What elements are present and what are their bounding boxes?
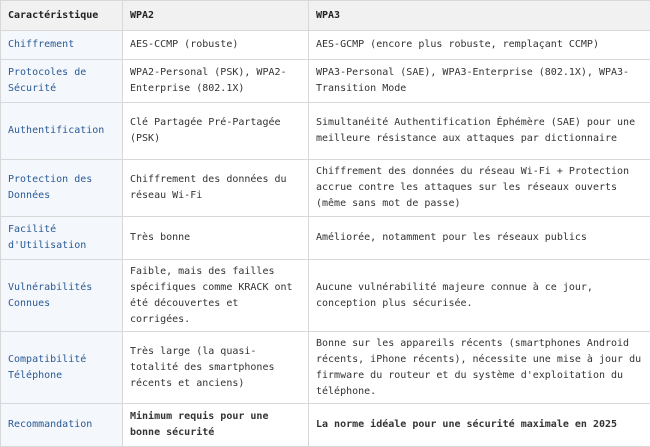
table-body — [1, 31, 650, 447]
row-feature: Authentification — [1, 103, 123, 160]
row-wpa2-cell: Faible, mais des failles spécifiques comme KRACK ont été découvertes et corrigées. — [123, 260, 309, 332]
row-wpa2-cell: Très bonne — [123, 217, 309, 260]
row-wpa2-cell: Très large (la quasi-totalité des smartphones récents et anciens) — [123, 332, 309, 404]
header-row — [1, 1, 650, 31]
table-row — [1, 160, 650, 217]
row-wpa2-cell: Minimum requis pour une bonne sécurité — [123, 404, 309, 447]
row-wpa3-cell: Chiffrement des données du réseau Wi-Fi + Protection accrue contre les attaques sur les réseaux ouverts (même sans mot de passe) — [309, 160, 650, 217]
row-wpa3-cell: Bonne sur les appareils récents (smartphones Android récents, iPhone récents), nécessite une mise à jour du firmware du routeur et du système d'exploitation du téléphone. — [309, 332, 650, 404]
table-header — [1, 1, 650, 31]
header-wpa2: WPA2 — [123, 1, 309, 31]
table-row — [1, 260, 650, 332]
table-row — [1, 404, 650, 447]
header-caracteristique: Caractéristique — [1, 1, 123, 31]
row-wpa3-cell: La norme idéale pour une sécurité maximale en 2025 — [309, 404, 650, 447]
table-row — [1, 332, 650, 404]
row-wpa3-cell: WPA3-Personal (SAE), WPA3-Enterprise (802.1X), WPA3-Transition Mode — [309, 60, 650, 103]
row-feature: Chiffrement — [1, 31, 123, 60]
row-wpa2-cell: AES-CCMP (robuste) — [123, 31, 309, 60]
row-wpa3-cell: Aucune vulnérabilité majeure connue à ce jour, conception plus sécurisée. — [309, 260, 650, 332]
row-wpa3-cell: AES-GCMP (encore plus robuste, remplaçant CCMP) — [309, 31, 650, 60]
row-feature: Protection des Données — [1, 160, 123, 217]
row-wpa3-cell: Améliorée, notamment pour les réseaux publics — [309, 217, 650, 260]
row-feature: Recommandation — [1, 404, 123, 447]
row-wpa2-cell: Clé Partagée Pré-Partagée (PSK) — [123, 103, 309, 160]
row-feature: Compatibilité Téléphone — [1, 332, 123, 404]
table-row — [1, 217, 650, 260]
row-feature: Protocoles de Sécurité — [1, 60, 123, 103]
table-row — [1, 31, 650, 60]
row-wpa2-cell: Chiffrement des données du réseau Wi-Fi — [123, 160, 309, 217]
row-wpa2-cell: WPA2-Personal (PSK), WPA2-Enterprise (802.1X) — [123, 60, 309, 103]
table-row — [1, 60, 650, 103]
row-wpa3-cell: Simultanéité Authentification Éphémère (SAE) pour une meilleure résistance aux attaques par dictionnaire — [309, 103, 650, 160]
row-feature: Facilité d'Utilisation — [1, 217, 123, 260]
header-wpa3: WPA3 — [309, 1, 650, 31]
row-feature: Vulnérabilités Connues — [1, 260, 123, 332]
table-row — [1, 103, 650, 160]
